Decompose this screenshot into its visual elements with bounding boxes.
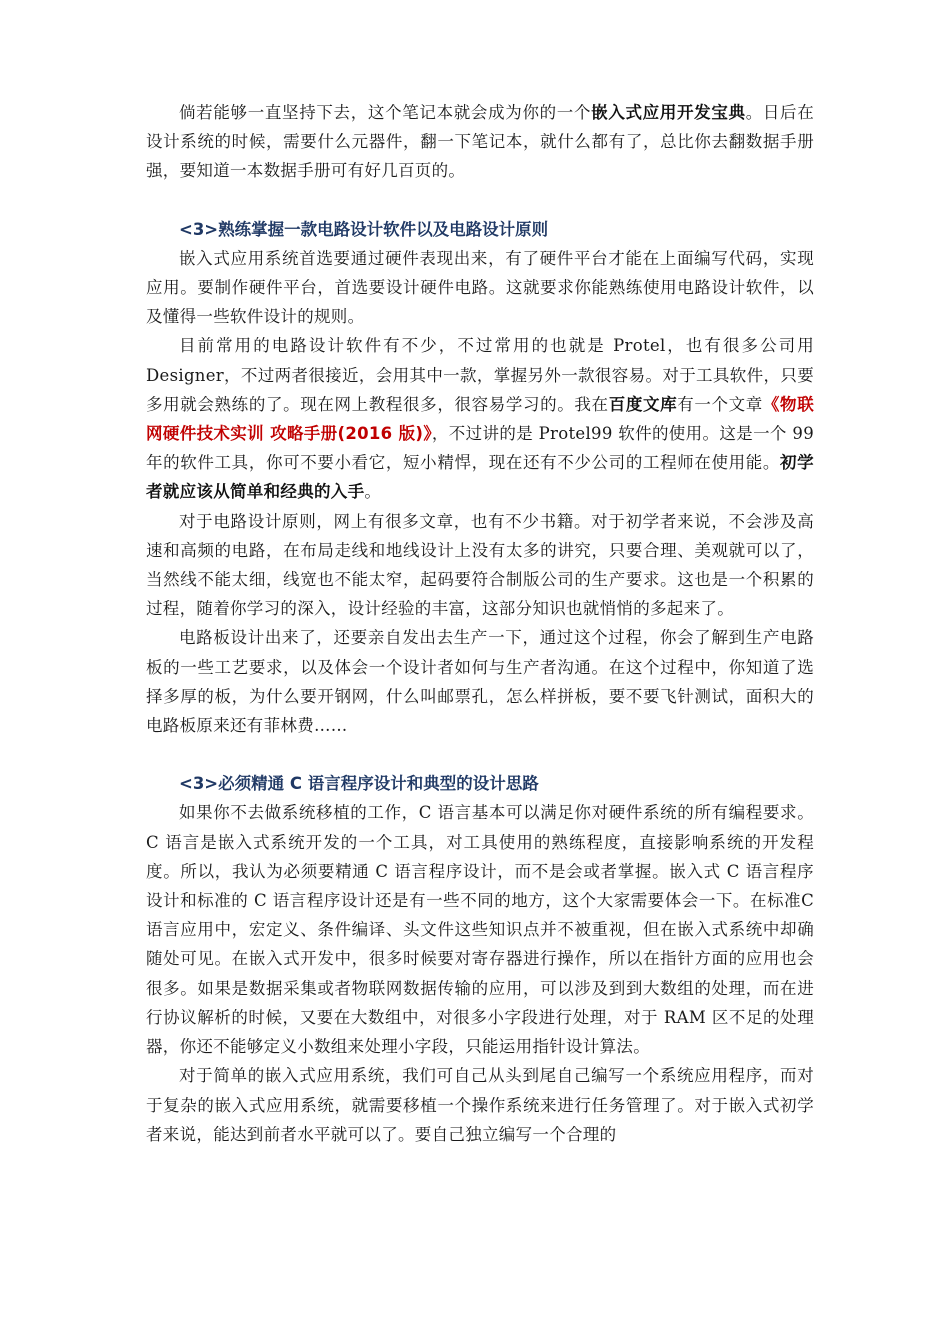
paragraph-notebook	[146, 98, 814, 186]
highlighted-book-title: 《物联网硬件技术实训 攻略手册(2016 版)》	[146, 394, 814, 444]
bold-text: 嵌入式应用开发宝典	[591, 103, 746, 122]
bold-text: 百度文库	[608, 394, 678, 414]
text-run: 有一个文章	[677, 394, 763, 414]
paragraph-embedded-os: 对于简单的嵌入式应用系统，我们可自己从头到尾自己编写一个系统应用程序，而对于复杂的嵌入式应用系统，就需要移植一个操作系统来进行任务管理了。对于嵌入式初学者来说，能达到前者水平就可以了。要自己独立编写一个合理的	[146, 1066, 814, 1144]
paragraph-c-language: 如果你不去做系统移植的工作，C 语言基本可以满足你对硬件系统的所有编程要求。C 语言是嵌入式系统开发的一个工具，对工具使用的熟练程度，直接影响系统的开发程度。所以，我认为必须要精通 C 语言程序设计，而不是会或者掌握。嵌入式 C 语言程序设计和标准的 C 语言程序设计还是有一些不同的地方，这个大家需要体会一下。在标准C 语言应用中，宏定义、条件编译、头文件这些知识点并不被重视，但在嵌入式系统中却确随处可见。在嵌入式开发中，很多时候要对寄存器进行操作，所以在指针方面的应用也会很多。如果是数据采集或者物联网数据传输的应用，可以涉及到到大数组的处理，而在进行协议解析的时候，又要在大数组中，对很多小字段进行处理，对于 RAM 区不足的处理器，你还不能够定义小数组来处理小字段，只能运用指针设计算法。	[146, 803, 814, 1057]
text-run: 。日后在设计系统的时候，需要什么元器件，翻一下笔记本，就什么都有了，总比你去翻数据手册强，要知道一本数据手册可有好几百页的。	[146, 103, 815, 181]
section-heading-circuit-design: <3>熟练掌握一款电路设计软件以及电路设计原则	[179, 219, 549, 239]
paragraph-hardware-platform: 嵌入式应用系统首选要通过硬件表现出来，有了硬件平台才能在上面编写代码，实现应用。要制作硬件平台，首选要设计硬件电路。这就要求你能熟练使用电路设计软件，以及懂得一些软件设计的规则。	[146, 248, 814, 327]
text-run: 倘若能够一直坚持下去，这个笔记本就会成为你的一个	[179, 103, 592, 122]
bold-text: 初学者就应该从简单和经典的入手	[146, 453, 814, 502]
document-body	[146, 98, 814, 1149]
paragraph-pcb-production: 电路板设计出来了，还要亲自发出去生产一下，通过这个过程，你会了解到生产电路板的一些工艺要求，以及体会一个设计者如何与生产者沟通。在这个过程中，你知道了选择多厚的板，为什么要开钢网，什么叫邮票孔，怎么样拼板，要不要飞针测试，面积大的电路板原来还有菲林费……	[146, 628, 814, 736]
text-run: 目前常用的电路设计软件有不少，不过常用的也就是 Protel，也有很多公司用 Designer，不过两者很接近，会用其中一款，掌握另外一款很容易。对于工具软件，只要多用就会熟练的了。现在网上教程很多，很容易学习的。我在	[146, 336, 814, 414]
section-heading-c-language: <3>必须精通 C 语言程序设计和典型的设计思路	[179, 774, 539, 794]
text-run: 。	[364, 482, 382, 502]
paragraph-design-software	[146, 331, 814, 506]
text-run: ，不过讲的是 Protel99 软件的使用。这是一个 99 年的软件工具，你可不要小看它，短小精悍，现在还有不少公司的工程师在使用能。	[146, 424, 814, 473]
paragraph-design-principles: 对于电路设计原则，网上有很多文章，也有不少书籍。对于初学者来说，不会涉及高速和高频的电路，在布局走线和地线设计上没有太多的讲究，只要合理、美观就可以了，当然线不能太细，线宽也不能太窄，起码要符合制版公司的生产要求。这也是一个积累的过程，随着你学习的深入，设计经验的丰富，这部分知识也就悄悄的多起来了。	[146, 511, 814, 619]
